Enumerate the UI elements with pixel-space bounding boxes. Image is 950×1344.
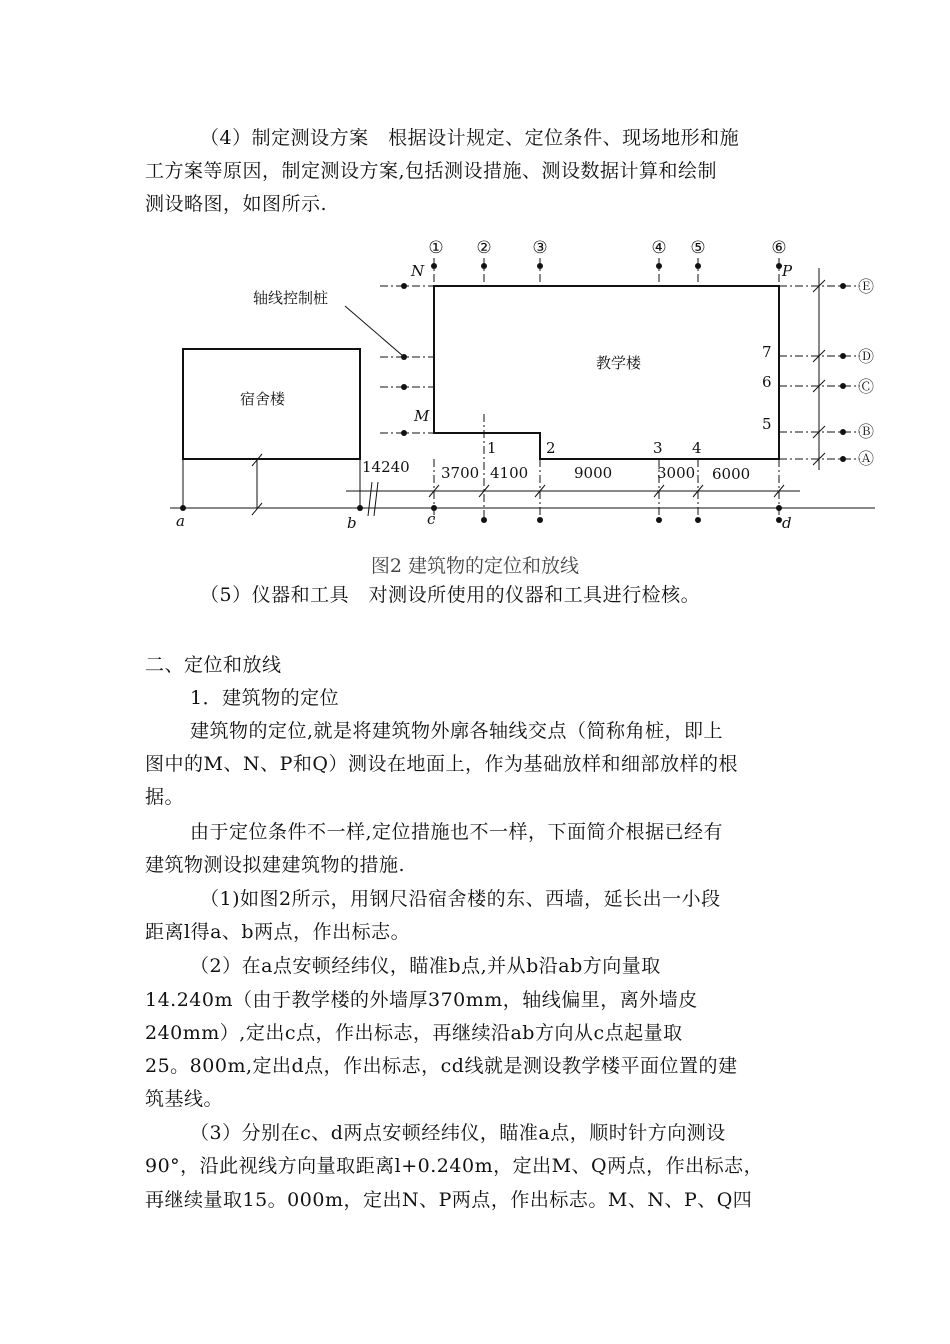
control-pile <box>431 263 437 269</box>
text-line: （2）在a点安顿经纬仪，瞄准b点,并从b沿ab方向量取 <box>190 955 661 977</box>
edge-number-1: 1 <box>487 439 497 457</box>
text-line: （1)如图2所示，用钢尺沿宿舍楼的东、西墙，延长出一小段 <box>200 888 721 910</box>
section-heading: 二、定位和放线 <box>145 654 282 676</box>
dim-14240: 14240 <box>362 458 410 476</box>
text-line: 测设略图，如图所示. <box>145 193 328 215</box>
label-d: d <box>782 514 792 532</box>
axis-label-2: ② <box>476 238 492 258</box>
point-b <box>357 505 363 511</box>
axis-label-E: Ⓔ <box>857 277 875 296</box>
control-pile <box>401 283 407 289</box>
control-pile <box>840 456 846 462</box>
control-pile <box>656 517 662 523</box>
edge-number-2: 2 <box>546 439 556 457</box>
axis-label-1: ① <box>428 238 444 258</box>
corner-N: N <box>411 262 425 280</box>
edge-number-4: 4 <box>692 439 702 457</box>
dim-9000: 9000 <box>574 464 613 482</box>
dim-6000: 6000 <box>712 465 751 483</box>
text-line: 240mm）,定出c点，作出标志，再继续沿ab方向从c点起量取 <box>145 1022 683 1044</box>
control-pile <box>656 263 662 269</box>
dim-3700: 3700 <box>441 464 480 482</box>
text-line: 据。 <box>145 786 185 808</box>
dim-4100: 4100 <box>490 464 529 482</box>
building-dorm-label: 宿舍楼 <box>240 390 286 408</box>
text-line: 建筑物的定位,就是将建筑物外廓各轴线交点（简称角桩，即上 <box>190 720 724 742</box>
control-pile <box>840 383 846 389</box>
axis-label-B: Ⓑ <box>857 422 875 441</box>
axis-label-5: ⑤ <box>690 238 706 258</box>
control-pile-label: 轴线控制桩 <box>253 289 329 307</box>
text-line: 筑基线。 <box>145 1088 224 1110</box>
axis-label-6: ⑥ <box>771 238 787 258</box>
axis-label-4: ④ <box>651 238 667 258</box>
edge-number-3: 3 <box>653 439 663 457</box>
subsection-heading: 1．建筑物的定位 <box>190 687 340 709</box>
text-line: （3）分别在c、d两点安顿经纬仪，瞄准a点，顺时针方向测设 <box>190 1122 726 1144</box>
axis-label-3: ③ <box>532 238 548 258</box>
control-pile <box>840 283 846 289</box>
edge-number-6: 6 <box>762 373 772 391</box>
edge-number-5: 5 <box>762 415 772 433</box>
text-line: （4）制定测设方案 根据设计规定、定位条件、现场地形和施 <box>200 127 740 149</box>
layout-diagram <box>0 230 950 580</box>
dimension-break <box>368 482 372 516</box>
label-c: c <box>427 510 436 528</box>
control-pile <box>401 430 407 436</box>
text-line: 由于定位条件不一样,定位措施也不一样，下面简介根据已经有 <box>190 821 724 843</box>
control-pile <box>481 263 487 269</box>
dimension-break <box>374 482 378 516</box>
control-pile <box>537 263 543 269</box>
control-pile <box>481 517 487 523</box>
axis-label-C: Ⓒ <box>857 377 875 396</box>
text-line: 14.240m（由于教学楼的外墙厚370mm，轴线偏里，离外墙皮 <box>145 989 698 1011</box>
text-line: 再继续量取15。000m，定出N、P两点，作出标志。M、N、P、Q四 <box>145 1189 753 1211</box>
control-pile <box>401 384 407 390</box>
text-line: 25。800m,定出d点，作出标志，cd线就是测设教学楼平面位置的建 <box>145 1055 738 1077</box>
control-pile <box>695 263 701 269</box>
teaching-building-outline <box>434 286 779 459</box>
axis-label-D: Ⓓ <box>857 347 875 366</box>
paragraph-step5: （5）仪器和工具 对测设所使用的仪器和工具进行检核。 <box>200 584 701 606</box>
building-teaching-label: 教学楼 <box>596 354 642 372</box>
corner-M: M <box>414 407 430 425</box>
control-pile <box>840 353 846 359</box>
text-line: 工方案等原因，制定测设方案,包括测设措施、测设数据计算和绘制 <box>145 160 718 182</box>
control-pile <box>401 354 407 360</box>
dim-3000: 3000 <box>657 464 696 482</box>
text-line: 距离l得a、b两点，作出标志。 <box>145 921 411 943</box>
label-b: b <box>347 514 357 532</box>
figure-caption: 图2 建筑物的定位和放线 <box>370 555 580 577</box>
control-pile <box>840 429 846 435</box>
label-a: a <box>176 512 185 530</box>
text-line: 90°，沿此视线方向量取距离l+0.240m，定出M、Q两点，作出标志， <box>145 1155 764 1177</box>
edge-number-7: 7 <box>762 343 772 361</box>
corner-P: P <box>782 262 793 280</box>
text-line: 图中的M、N、P和Q）测设在地面上，作为基础放样和细部放样的根 <box>145 753 738 775</box>
axis-label-A: Ⓐ <box>857 449 875 468</box>
control-pile <box>695 517 701 523</box>
point-a <box>180 505 186 511</box>
point-d <box>776 505 782 511</box>
control-pile <box>537 517 543 523</box>
text-line: 建筑物测设拟建建筑物的措施. <box>145 854 406 876</box>
